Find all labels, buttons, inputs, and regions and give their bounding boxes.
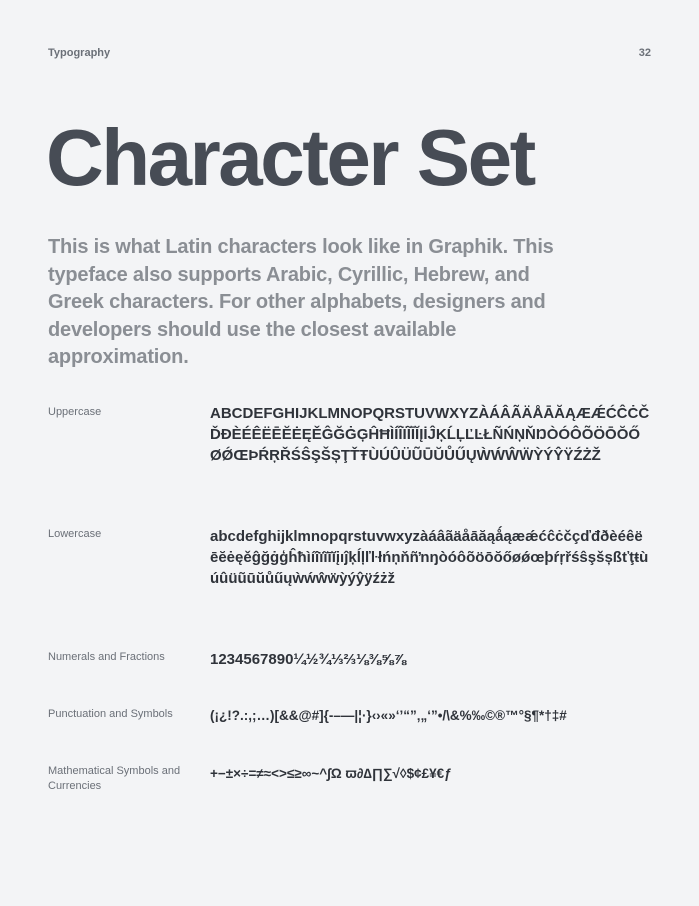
section-title: Typography bbox=[48, 47, 111, 59]
intro-paragraph: This is what Latin characters look like in Graphik. This typeface also supports Arabic, Cyrillic, Hebrew, and Greek characters. For other alphabets, designers and developers should use the closest available approximation. bbox=[48, 236, 554, 368]
numerals-label: Numerals and Fractions bbox=[48, 651, 165, 663]
lowercase-label: Lowercase bbox=[48, 528, 102, 540]
uppercase-characters: ABCDEFGHIJKLMNOPQRSTUVWXYZÀÁÂÃÄÅĀĂĄÆǼĆĈĊČĎĐÈÉÊËĒĔĖĘĚĜĞĠĢĤĦÌÍÎÏĨĪĬĮİĴĶĹĻĽĿŁÑŃŅŇŊÒÓÔÕÖŌŎŐØǾŒÞŔŖŘŚŜŞŠȘŢŤŦÙÚÛÜŨŪŬŮŰŲẀẂŴẄỲÝŶŸŹŻŽ bbox=[210, 405, 650, 464]
numerals-characters: 1234567890¼½¾⅓⅔⅛⅜⅝⅞ bbox=[210, 651, 407, 668]
math-characters: +−±×÷=≠≈<>≤≥∞~^∫Ω ϖ∂∆∏∑√◊$¢£¥€ƒ bbox=[210, 766, 452, 781]
uppercase-label: Uppercase bbox=[48, 406, 102, 418]
page-number: 32 bbox=[638, 47, 651, 59]
math-label: Mathematical Symbols and Currencies bbox=[48, 765, 181, 792]
lowercase-characters: abcdefghijklmnopqrstuvwxyzàáâãäåāăąǻąæǽćĉċčçďđðèéêëēĕėęěĝğġģĥħìíîïĩīĭįıĵķĺļľŀłńņňñŉŋòóôõöōŏőøǿœþŕŗřśŝşšșßťţŧùúûüũūŭůűųẁẃŵẅỳýŷÿźżž bbox=[210, 528, 649, 587]
punctuation-label: Punctuation and Symbols bbox=[48, 708, 173, 720]
page-title: Character Set bbox=[46, 113, 534, 202]
punctuation-characters: (¡¿!?.:,;…)[&&@#]{-–—|¦·}‹›«»‘’“”‚„‘”•/\&%‰©®™°§¶*†‡# bbox=[210, 708, 567, 723]
